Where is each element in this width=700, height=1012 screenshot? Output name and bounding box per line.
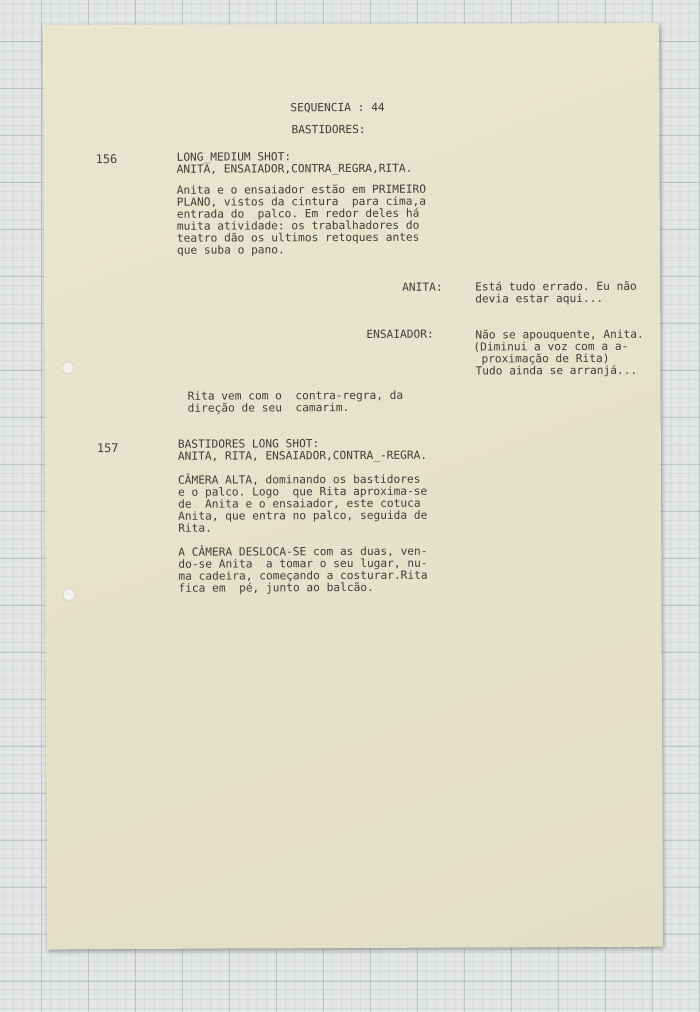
action-line: Anita e o ensaiador estão em PRIMEIRO: [176, 182, 426, 197]
dialogue-line: Está tudo errado. Eu não: [475, 279, 637, 294]
action-line: ma cadeira, começando a costurar.Rita: [178, 568, 428, 583]
action-line: Anita, que entra no palco, seguida de: [178, 508, 428, 523]
action-line: Rita vem com o contra-regra, da: [187, 388, 404, 403]
action-line: fica em pé, junto ao balcão.: [178, 580, 374, 595]
action-line: teatro dão os ultimos retoques antes: [176, 230, 420, 245]
typewritten-page: [43, 23, 663, 950]
binder-hole-top: [61, 361, 74, 374]
action-line: direção de seu camarim.: [187, 401, 350, 415]
binder-hole-bottom: [62, 588, 75, 601]
character-name-ensaiador: ENSAIADOR:: [366, 327, 434, 341]
scene-number-157: 157: [96, 441, 119, 456]
scene-157-shot-line2: ANITA, RITA, ENSAIADOR,CONTRA_-REGRA.: [177, 448, 428, 463]
action-line: A CÂMERA DESLOCA-SE com as duas, ven-: [178, 544, 428, 559]
sequence-heading: SEQUENCIA : 44: [290, 100, 385, 115]
action-line: CÂMERA ALTA, dominando os bastidores: [177, 472, 421, 487]
action-line: Rita.: [178, 521, 212, 535]
character-name-anita: ANITA:: [402, 280, 443, 294]
dialogue-parenthetical: proximação de Rita): [481, 351, 610, 366]
action-line: entrada do palco. Em redor deles há: [176, 206, 420, 221]
action-line: e o palco. Logo que Rita aproxima-se: [177, 484, 428, 499]
action-line: PLANO, vistos da cintura para cima,a: [176, 194, 427, 209]
scene-156-shot-line2: ANITA, ENSAIADOR,CONTRA_REGRA,RITA.: [176, 161, 413, 176]
scene-number-156: 156: [95, 152, 118, 167]
action-line: do-se Anita a tomar o seu lugar, nu-: [178, 556, 428, 571]
dialogue-line: devia estar aqui...: [475, 291, 604, 306]
location-heading: BASTIDORES:: [291, 122, 366, 137]
action-line: que suba o pano.: [176, 243, 285, 257]
action-line: muita atividade: os trabalhadores do: [176, 218, 420, 233]
dialogue-parenthetical: (Diminui a voz com a a-: [473, 339, 629, 354]
scene-157-shot-line1: BASTIDORES LONG SHOT:: [177, 437, 320, 451]
action-line: de Anita e o ensaiador, este cotuca: [178, 496, 421, 511]
scene-156-shot-line1: LONG_MEDIUM SHOT:: [176, 150, 292, 164]
dialogue-line: Tudo ainda se arranjá...: [475, 363, 638, 378]
dialogue-line: Não se apouquente, Anita.: [475, 327, 644, 342]
